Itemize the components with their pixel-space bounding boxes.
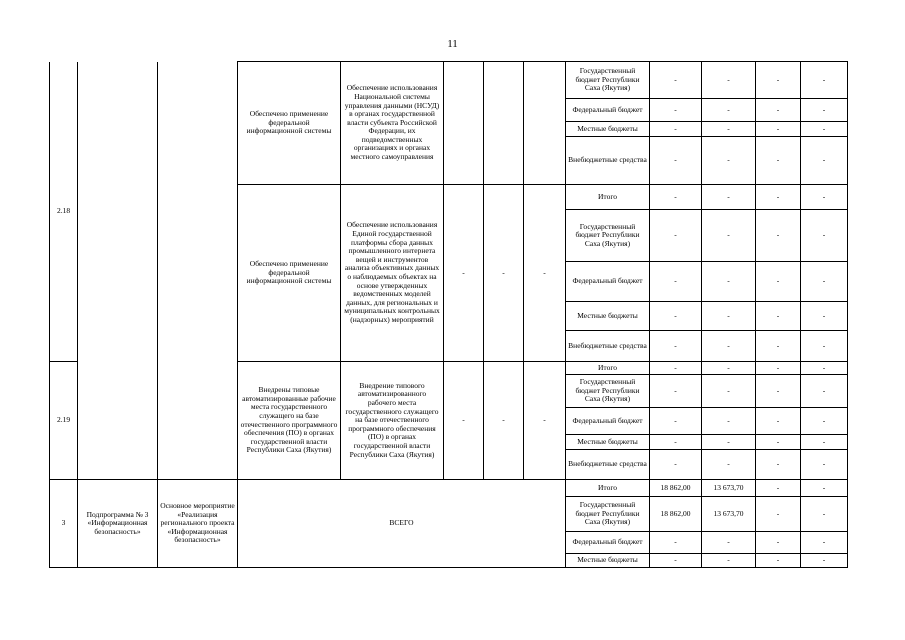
value-cell: - (756, 302, 801, 331)
value-cell: - (801, 210, 848, 262)
value-cell: - (801, 554, 848, 568)
value-cell: 18 862,00 (650, 480, 702, 497)
row-number: 3 (50, 480, 78, 568)
event-cell: Обеспечение использования Единой государственной платформы сбора данных промышленного интернета вещей и инструментов анализа объективных данных о наблюдаемых объектах на основе утвержденных ведомственных моделей данных, для региональных и муниципальных контрольных (надзорных) мероприятий (341, 185, 444, 362)
value-cell: - (756, 99, 801, 122)
value-cell: - (650, 331, 702, 362)
source-cell: Местные бюджеты (566, 554, 650, 568)
status-cell: - (484, 362, 524, 480)
event-cell: Внедрение типового автоматизированного рабочего места государственного служащего на базе отечественного программного обеспечения (ПО) в органах государственной власти Республики Саха (Якутия) (341, 362, 444, 480)
value-cell: - (756, 497, 801, 532)
value-cell: - (650, 450, 702, 480)
empty-cell (78, 62, 158, 480)
value-cell: 18 862,00 (650, 497, 702, 532)
table-row (50, 62, 848, 99)
value-cell: - (756, 450, 801, 480)
value-cell: - (650, 375, 702, 408)
value-cell: - (801, 331, 848, 362)
empty-cell (524, 62, 566, 185)
source-cell: Итого (566, 480, 650, 497)
value-cell: - (650, 435, 702, 450)
value-cell: 13 673,70 (702, 480, 756, 497)
value-cell: - (702, 450, 756, 480)
value-cell: - (702, 362, 756, 375)
value-cell: - (756, 122, 801, 137)
value-cell: - (756, 554, 801, 568)
source-cell: Федеральный бюджет (566, 408, 650, 435)
status-cell: - (484, 185, 524, 362)
source-cell: Федеральный бюджет (566, 262, 650, 302)
empty-cell (158, 62, 238, 480)
value-cell: - (756, 62, 801, 99)
status-cell: - (444, 185, 484, 362)
value-cell: - (801, 480, 848, 497)
value-cell: - (756, 480, 801, 497)
event-cell: Обеспечение использования Национальной системы управления данными (НСУД) в органах государственной власти субъекта Российской Федерации, их подведомственных организациях и органах местного самоуправления (341, 62, 444, 185)
value-cell: - (756, 137, 801, 185)
value-cell: - (801, 302, 848, 331)
status-cell: - (444, 362, 484, 480)
value-cell: - (650, 554, 702, 568)
row-number: 2.18 (50, 62, 78, 362)
value-cell: - (702, 210, 756, 262)
value-cell: - (801, 62, 848, 99)
source-cell: Итого (566, 185, 650, 210)
result-cell: Обеспечено применение федеральной информационной системы (238, 62, 341, 185)
program-table (49, 61, 848, 568)
source-cell: Местные бюджеты (566, 435, 650, 450)
value-cell: - (702, 185, 756, 210)
value-cell: - (801, 362, 848, 375)
status-cell: - (524, 185, 566, 362)
source-cell: Внебюджетные средства (566, 331, 650, 362)
value-cell: - (801, 185, 848, 210)
value-cell: - (756, 408, 801, 435)
value-cell: - (756, 331, 801, 362)
source-cell: Федеральный бюджет (566, 532, 650, 554)
value-cell: - (801, 137, 848, 185)
value-cell: - (801, 408, 848, 435)
value-cell: - (702, 532, 756, 554)
value-cell: - (801, 532, 848, 554)
result-cell: Обеспечено применение федеральной информационной системы (238, 185, 341, 362)
subprogram-cell: Подпрограмма № 3 «Информационная безопасность» (78, 480, 158, 568)
source-cell: Внебюджетные средства (566, 137, 650, 185)
empty-cell (484, 62, 524, 185)
value-cell: - (650, 99, 702, 122)
value-cell: - (801, 122, 848, 137)
value-cell: - (702, 99, 756, 122)
source-cell: Государственный бюджет Республики Саха (Якутия) (566, 210, 650, 262)
value-cell: - (650, 62, 702, 99)
source-cell: Государственный бюджет Республики Саха (Якутия) (566, 375, 650, 408)
value-cell: - (756, 435, 801, 450)
result-cell: Внедрены типовые автоматизированные рабочие места государственного служащего на базе отечественного программного обеспечения (ПО) в органах государственной власти Республики Саха (Якутия) (238, 362, 341, 480)
source-cell: Местные бюджеты (566, 302, 650, 331)
table-row (50, 480, 848, 497)
value-cell: - (801, 497, 848, 532)
value-cell: - (801, 375, 848, 408)
value-cell: - (650, 302, 702, 331)
value-cell: - (702, 302, 756, 331)
value-cell: - (756, 375, 801, 408)
value-cell: - (702, 62, 756, 99)
value-cell: - (650, 408, 702, 435)
source-cell: Федеральный бюджет (566, 99, 650, 122)
value-cell: - (650, 262, 702, 302)
value-cell: - (650, 210, 702, 262)
value-cell: - (756, 532, 801, 554)
value-cell: - (650, 122, 702, 137)
row-number: 2.19 (50, 362, 78, 480)
value-cell: 13 673,70 (702, 497, 756, 532)
value-cell: - (702, 331, 756, 362)
value-cell: - (650, 532, 702, 554)
value-cell: - (702, 408, 756, 435)
value-cell: - (756, 185, 801, 210)
value-cell: - (650, 185, 702, 210)
value-cell: - (756, 210, 801, 262)
status-cell: - (524, 362, 566, 480)
page-number: 11 (447, 38, 458, 50)
value-cell: - (702, 137, 756, 185)
source-cell: Государственный бюджет Республики Саха (Якутия) (566, 62, 650, 99)
value-cell: - (756, 362, 801, 375)
source-cell: Итого (566, 362, 650, 375)
value-cell: - (702, 122, 756, 137)
total-label: ВСЕГО (238, 480, 566, 568)
value-cell: - (650, 137, 702, 185)
source-cell: Государственный бюджет Республики Саха (Якутия) (566, 497, 650, 532)
value-cell: - (801, 99, 848, 122)
value-cell: - (801, 262, 848, 302)
value-cell: - (702, 375, 756, 408)
value-cell: - (756, 262, 801, 302)
main-event-cell: Основное мероприятие «Реализация регионального проекта «Информационная безопасность» (158, 480, 238, 568)
source-cell: Внебюджетные средства (566, 450, 650, 480)
value-cell: - (801, 450, 848, 480)
value-cell: - (702, 554, 756, 568)
source-cell: Местные бюджеты (566, 122, 650, 137)
empty-cell (444, 62, 484, 185)
value-cell: - (702, 435, 756, 450)
value-cell: - (650, 362, 702, 375)
value-cell: - (801, 435, 848, 450)
value-cell: - (702, 262, 756, 302)
